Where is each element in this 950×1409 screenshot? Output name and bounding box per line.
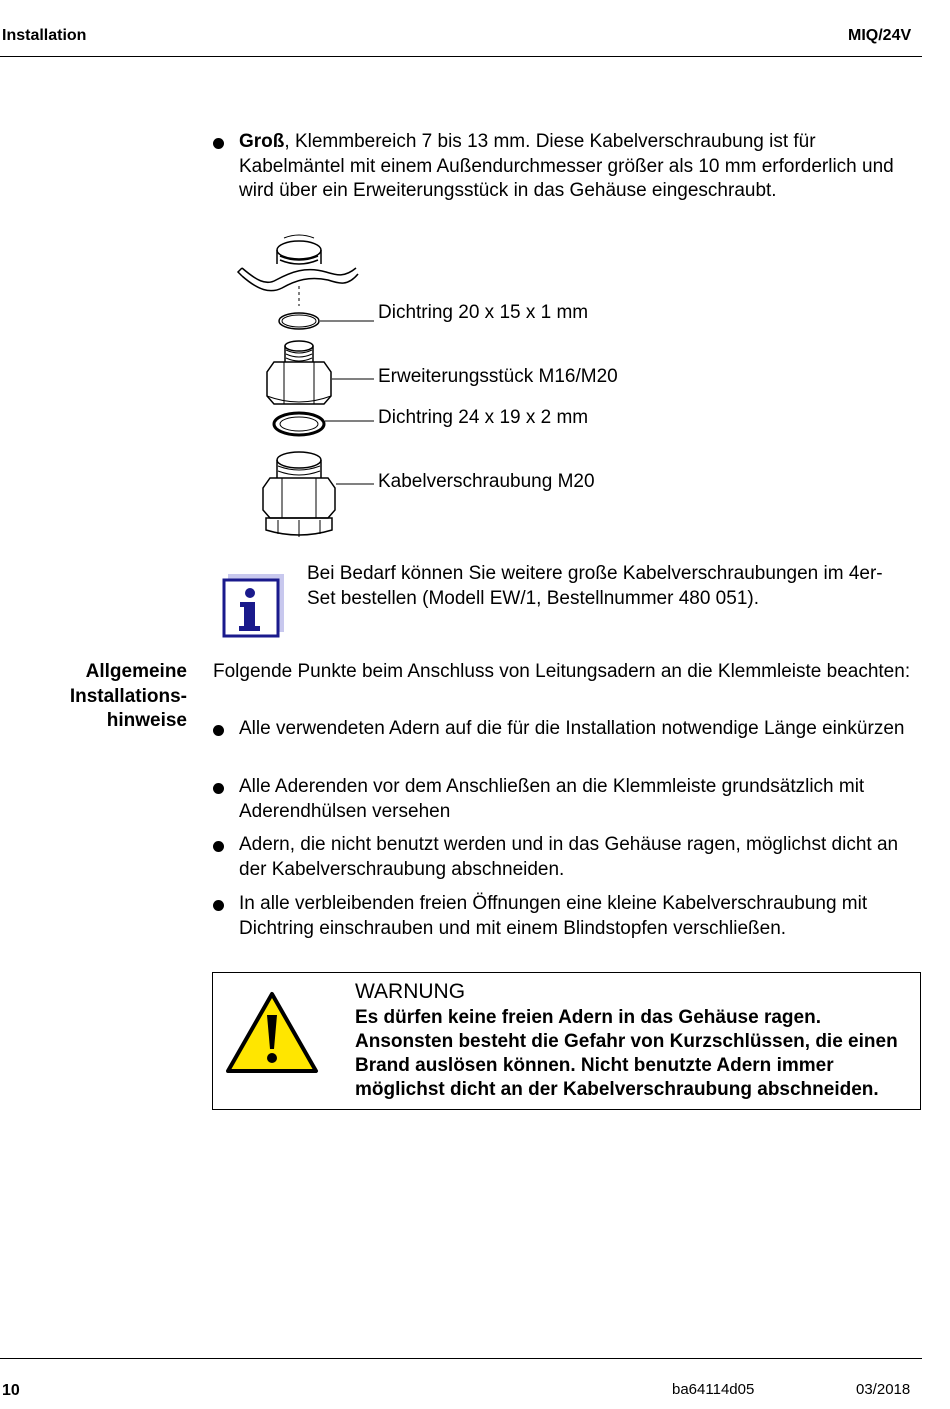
warning-text: Es dürfen keine freien Adern in das Gehäuse ragen. Ansonsten besteht die Gefahr von Kurzschlüssen, die einen Brand auslösen können. Nicht benutzte Adern immer möglichst dicht an der Kabelverschraubung abschneiden. — [355, 1007, 898, 1100]
section-heading-line-3: hinweise — [106, 710, 187, 731]
list-item — [213, 717, 925, 767]
warning-triangle-icon — [225, 991, 319, 1075]
page-number: 10 — [2, 1382, 20, 1399]
bullet-dot-icon — [213, 783, 224, 794]
bullet-dot-icon — [213, 138, 224, 149]
info-icon — [222, 574, 284, 638]
section-intro: Folgende Punkte beim Anschluss von Leitungsadern an die Klemmleiste beachten: — [213, 661, 911, 682]
intro-bullet-bold: Groß — [239, 131, 285, 152]
list-item — [213, 775, 925, 825]
footer-rule — [0, 1358, 922, 1359]
header-product-name: MIQ/24V — [848, 27, 912, 44]
warning-box — [212, 972, 921, 1110]
callout-cable-gland: Kabelverschraubung M20 — [378, 471, 595, 492]
list-item-text: Alle verwendeten Adern auf die für die Installation notwendige Länge einkürzen — [239, 718, 905, 739]
header-section-title: Installation — [2, 27, 87, 44]
section-heading-line-1: Allgemeine — [85, 661, 187, 682]
callout-extension-piece: Erweiterungsstück M16/M20 — [378, 366, 618, 387]
list-item-text: In alle verbleibenden freien Öffnungen eine kleine Kabelverschraubung mit Dichtring einschrauben und mit einem Blindstopfen verschließen. — [239, 893, 868, 939]
bullet-dot-icon — [213, 900, 224, 911]
list-item-text: Alle Aderenden vor dem Anschließen an die Klemmleiste grundsätzlich mit Aderendhülsen versehen — [239, 776, 865, 822]
intro-bullet — [213, 130, 925, 204]
list-item — [213, 833, 925, 883]
section-heading — [0, 660, 187, 734]
document-date: 03/2018 — [856, 1381, 911, 1398]
list-item-text: Adern, die nicht benutzt werden und in das Gehäuse ragen, möglichst dicht an der Kabelverschraubung abschneiden. — [239, 834, 899, 880]
bullet-dot-icon — [213, 841, 224, 852]
cable-gland-exploded-drawing — [236, 228, 376, 538]
bullet-dot-icon — [213, 725, 224, 736]
callout-o-ring-20: Dichtring 20 x 15 x 1 mm — [378, 302, 589, 323]
list-item — [213, 892, 925, 942]
section-heading-line-2: Installations- — [69, 685, 187, 707]
intro-bullet-body: , Klemmbereich 7 bis 13 mm. Diese Kabelverschraubung ist für Kabelmäntel mit einem Außendurchmesser größer als 10 mm erforderlich und wird über ein Erweiterungsstück in das Gehäuse eingeschraubt. — [239, 131, 894, 201]
document-id: ba64114d05 — [672, 1381, 755, 1398]
callout-o-ring-24: Dichtring 24 x 19 x 2 mm — [378, 407, 589, 428]
intro-bullet-text — [239, 130, 925, 204]
header-rule — [0, 56, 922, 57]
warning-title: WARNUNG — [355, 980, 466, 1003]
info-note-text: Bei Bedarf können Sie weitere große Kabelverschraubungen im 4er-Set bestellen (Modell EW/1, Bestellnummer 480 051). — [307, 563, 883, 609]
